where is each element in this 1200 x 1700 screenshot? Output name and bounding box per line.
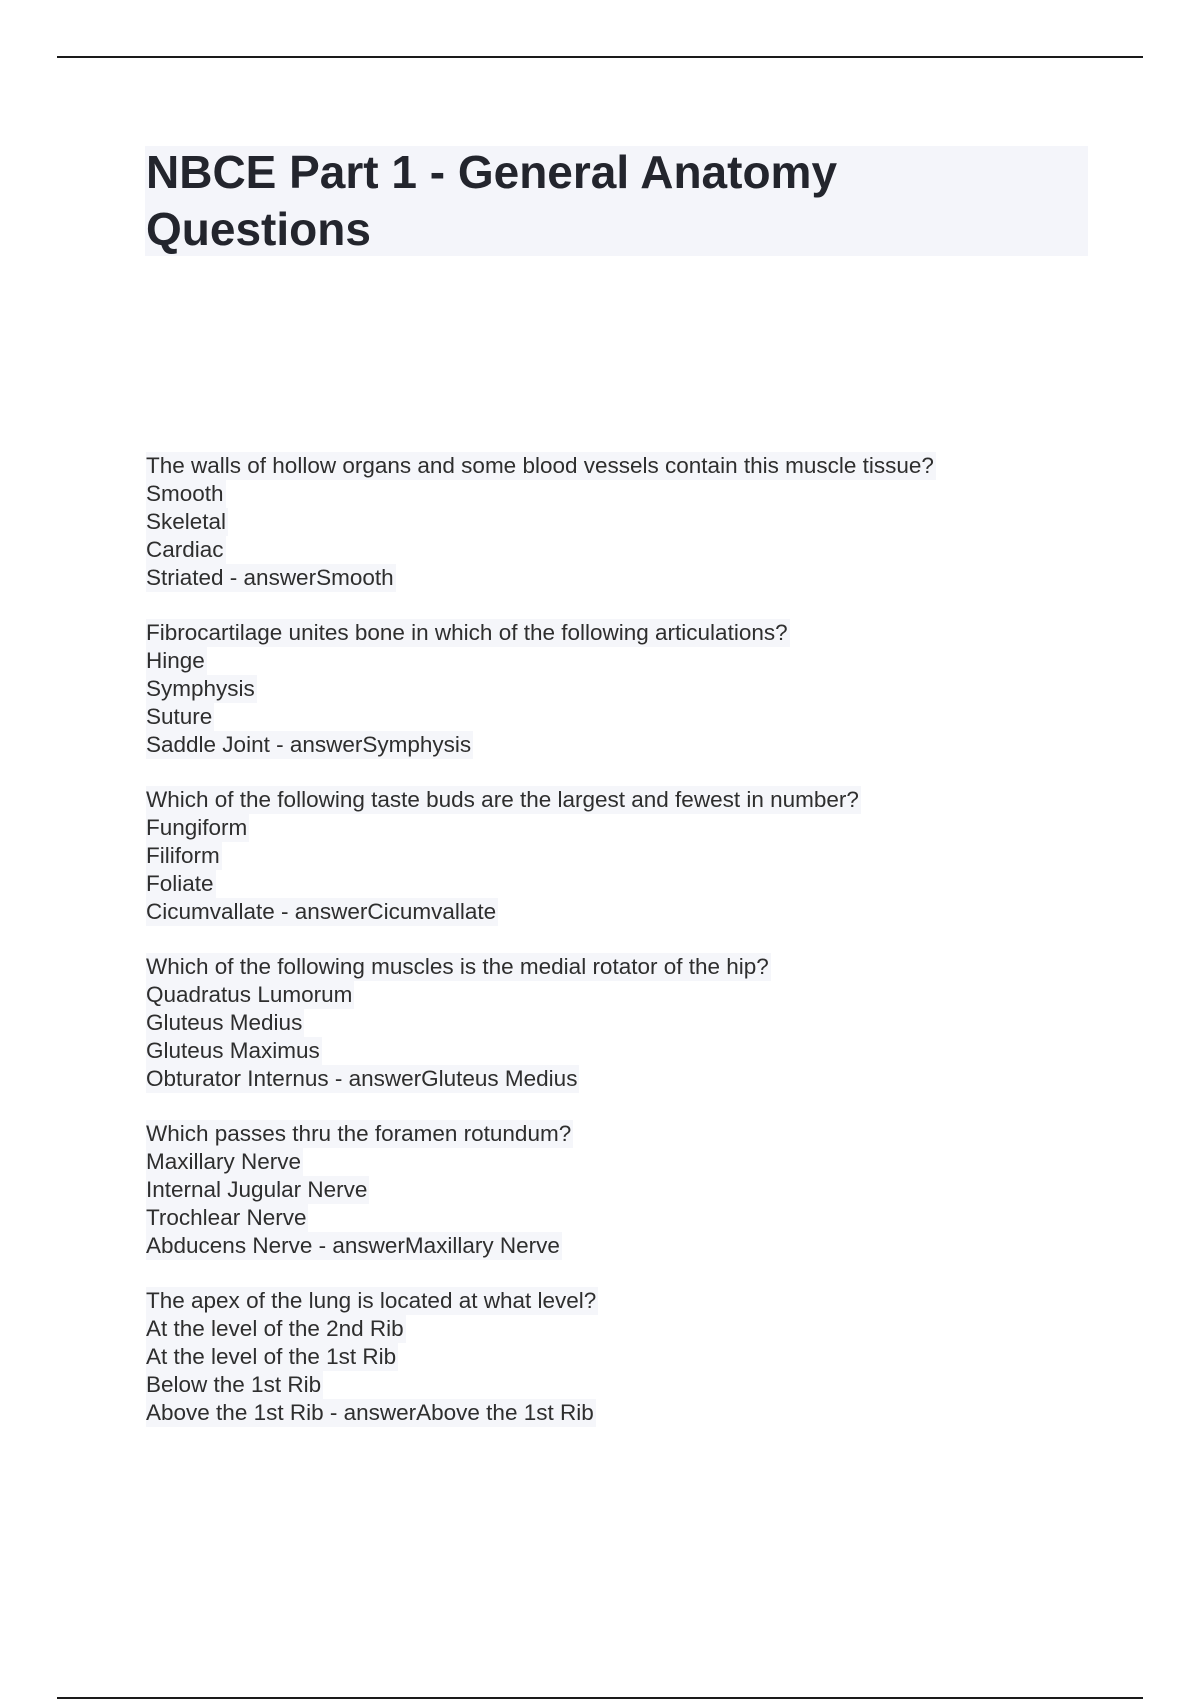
question-block xyxy=(146,619,1146,759)
answer-option: Internal Jugular Nerve xyxy=(146,1177,368,1202)
question-text: The walls of hollow organs and some blood vessels contain this muscle tissue? xyxy=(146,453,934,478)
question-list xyxy=(146,452,1146,1454)
answer-option: At the level of the 1st Rib xyxy=(146,1344,397,1369)
header-rule xyxy=(57,56,1143,58)
question-block xyxy=(146,452,1146,592)
footer-rule xyxy=(57,1697,1143,1699)
title-line-2: Questions xyxy=(146,203,371,255)
answer-option: Smooth xyxy=(146,481,224,506)
answer-option: At the level of the 2nd Rib xyxy=(146,1316,404,1341)
answer-option: Skeletal xyxy=(146,509,227,534)
answer-option: Maxillary Nerve xyxy=(146,1149,302,1174)
answer-option: Cardiac xyxy=(146,537,224,562)
answer-option: Symphysis xyxy=(146,676,255,701)
question-text: Which passes thru the foramen rotundum? xyxy=(146,1121,572,1146)
document-title xyxy=(146,144,1076,258)
question-text: The apex of the lung is located at what level? xyxy=(146,1288,597,1313)
question-block xyxy=(146,786,1146,926)
answer-option: Gluteus Medius xyxy=(146,1010,303,1035)
answer-option: Filiform xyxy=(146,843,220,868)
question-text: Which of the following muscles is the medial rotator of the hip? xyxy=(146,954,769,979)
question-text: Which of the following taste buds are the largest and fewest in number? xyxy=(146,787,859,812)
answer-option-with-key: Cicumvallate - answerCicumvallate xyxy=(146,899,497,924)
answer-option-with-key: Saddle Joint - answerSymphysis xyxy=(146,732,472,757)
answer-option: Fungiform xyxy=(146,815,248,840)
question-block xyxy=(146,1120,1146,1260)
answer-option-with-key: Striated - answerSmooth xyxy=(146,565,394,590)
answer-option: Hinge xyxy=(146,648,205,673)
answer-option-with-key: Above the 1st Rib - answerAbove the 1st Rib xyxy=(146,1400,594,1425)
question-text: Fibrocartilage unites bone in which of the following articulations? xyxy=(146,620,788,645)
answer-option-with-key: Obturator Internus - answerGluteus Medius xyxy=(146,1066,578,1091)
answer-option: Below the 1st Rib xyxy=(146,1372,322,1397)
question-block xyxy=(146,953,1146,1093)
title-line-1: NBCE Part 1 - General Anatomy xyxy=(146,146,838,198)
question-block xyxy=(146,1287,1146,1427)
answer-option: Quadratus Lumorum xyxy=(146,982,353,1007)
answer-option: Trochlear Nerve xyxy=(146,1205,307,1230)
answer-option-with-key: Abducens Nerve - answerMaxillary Nerve xyxy=(146,1233,560,1258)
answer-option: Suture xyxy=(146,704,213,729)
answer-option: Foliate xyxy=(146,871,214,896)
answer-option: Gluteus Maximus xyxy=(146,1038,320,1063)
